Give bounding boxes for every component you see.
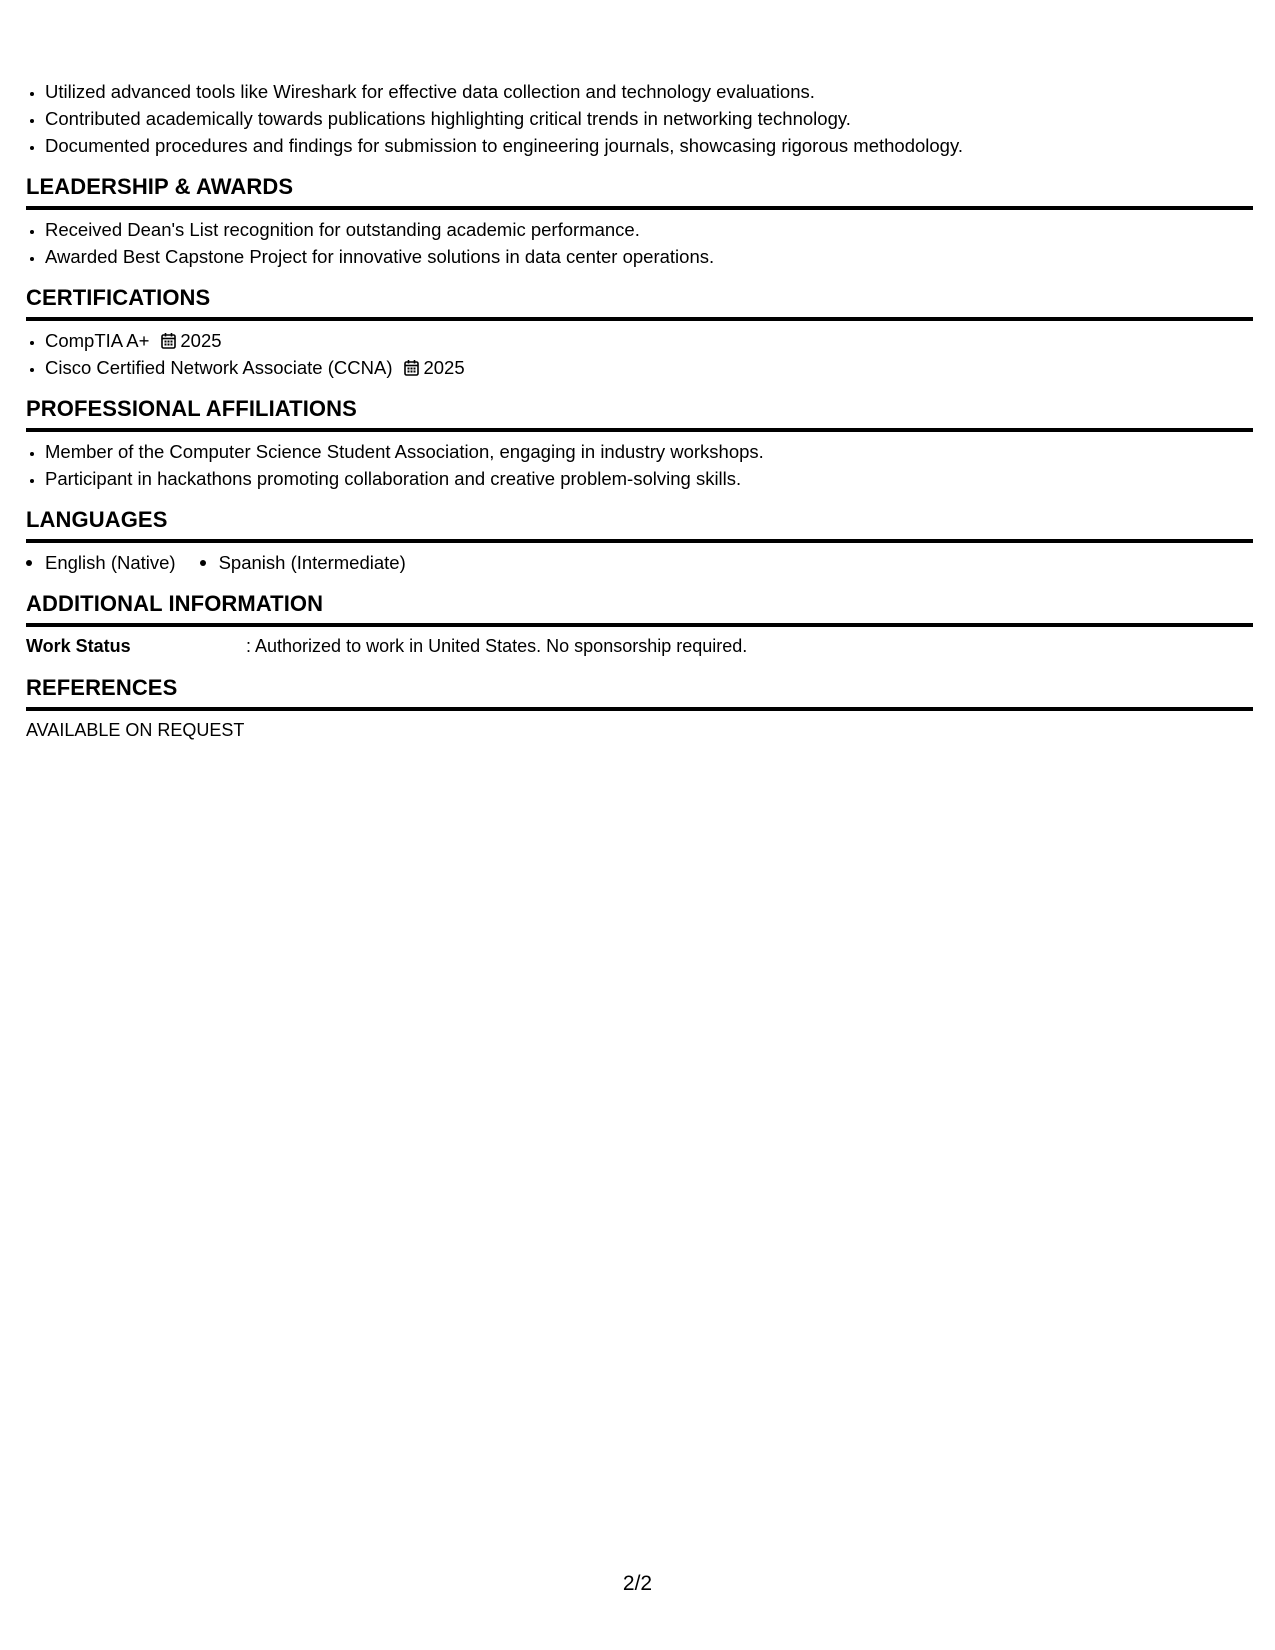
calendar-icon <box>161 332 176 349</box>
certification-name: CompTIA A+ <box>45 330 150 351</box>
languages-section <box>26 507 1253 576</box>
section-title: LEADERSHIP & AWARDS <box>26 174 1253 210</box>
calendar-icon <box>404 359 419 376</box>
section-title: PROFESSIONAL AFFILIATIONS <box>26 396 1253 432</box>
section-title: ADDITIONAL INFORMATION <box>26 591 1253 627</box>
additional-info-section <box>26 591 1253 660</box>
leadership-list <box>26 216 1253 270</box>
certifications-list <box>26 327 1253 381</box>
affiliations-list <box>26 438 1253 492</box>
list-item: • Member of the Computer Science Student Association, engaging in industry workshops. <box>45 438 1253 465</box>
experience-bullets <box>26 78 1253 159</box>
references-section <box>26 675 1253 744</box>
resume-page-2 <box>26 78 1253 744</box>
list-item: • Utilized advanced tools like Wireshark for effective data collection and technology evaluations. <box>45 78 1253 105</box>
certification-item <box>45 327 1253 354</box>
list-item: • Participant in hackathons promoting collaboration and creative problem-solving skills. <box>45 465 1253 492</box>
certification-year: 2025 <box>180 330 222 351</box>
affiliations-section <box>26 396 1253 492</box>
references-text: AVAILABLE ON REQUEST <box>26 720 245 740</box>
page-number: 2/2 <box>622 1572 653 1595</box>
work-status-label: Work Status <box>26 636 131 656</box>
certification-item <box>45 354 1253 381</box>
language-item <box>26 549 176 576</box>
language-label: Spanish (Intermediate) <box>218 552 406 573</box>
bullet-icon <box>200 560 206 566</box>
list-item: • Contributed academically towards publications highlighting critical trends in networking technology. <box>45 105 1253 132</box>
list-item: • Documented procedures and findings for submission to engineering journals, showcasing rigorous methodology. <box>45 132 1253 159</box>
work-status-value: : Authorized to work in United States. No sponsorship required. <box>246 636 748 656</box>
certifications-section <box>26 285 1253 381</box>
section-title: REFERENCES <box>26 675 1253 711</box>
list-item: • Awarded Best Capstone Project for innovative solutions in data center operations. <box>45 243 1253 270</box>
certification-year: 2025 <box>423 357 465 378</box>
languages-list <box>26 549 1253 576</box>
language-label: English (Native) <box>45 552 176 573</box>
section-title: LANGUAGES <box>26 507 1253 543</box>
work-status-row <box>26 633 1253 660</box>
section-title: CERTIFICATIONS <box>26 285 1253 321</box>
list-item: • Received Dean's List recognition for outstanding academic performance. <box>45 216 1253 243</box>
language-item <box>200 549 406 576</box>
leadership-section <box>26 174 1253 270</box>
certification-name: Cisco Certified Network Associate (CCNA) <box>45 357 393 378</box>
bullet-icon <box>26 560 32 566</box>
